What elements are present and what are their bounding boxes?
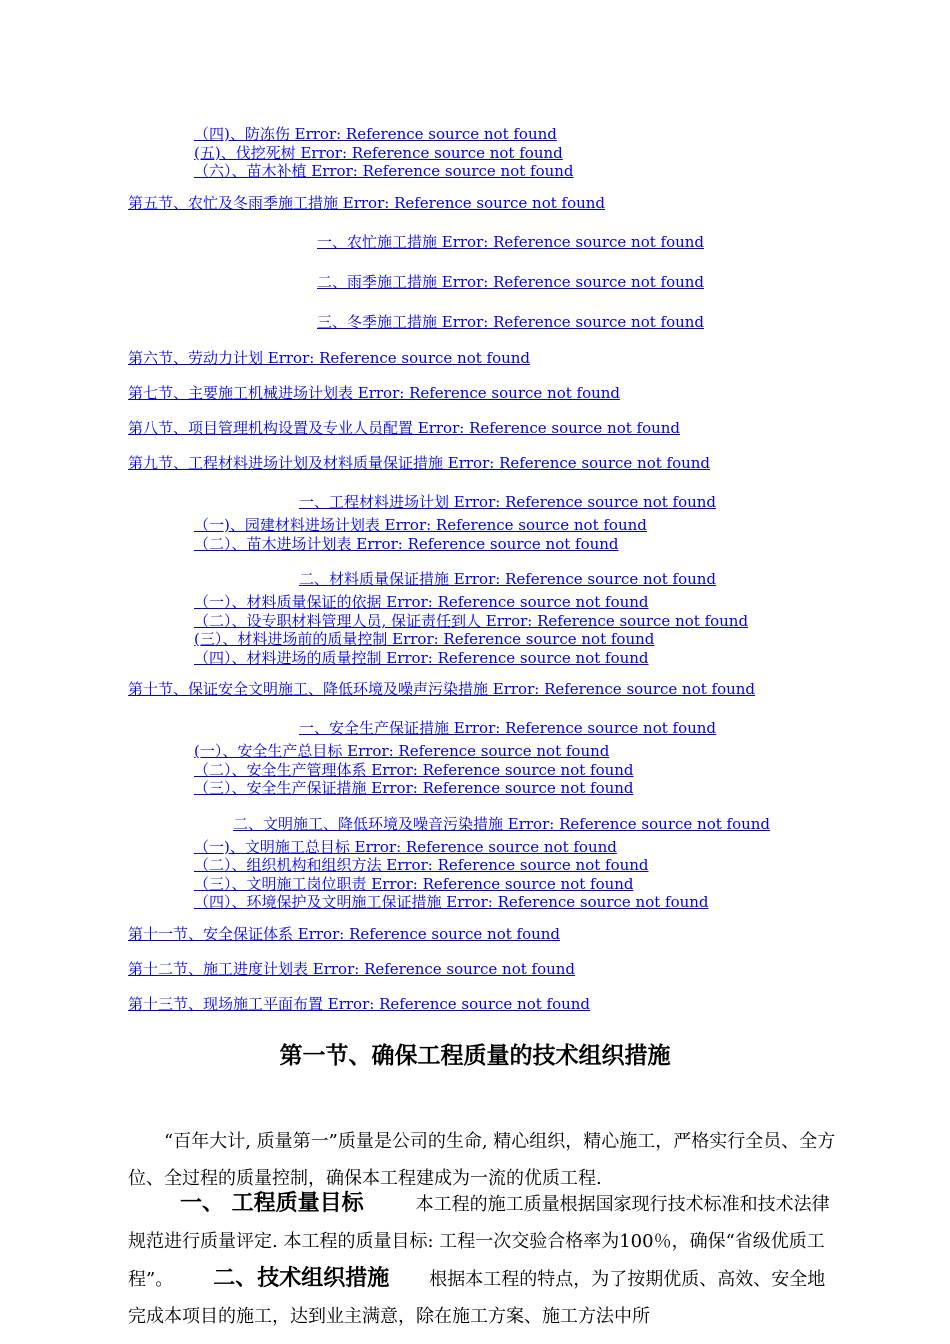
toc-item[interactable]: （四）、环境保护及文明施工保证措施 Error: Reference source not found [194,893,709,911]
toc-item[interactable]: 第七节、主要施工机械进场计划表 Error: Reference source not found [128,384,621,402]
subsection-title-tech-measures: 二、技术组织措施 [213,1266,390,1291]
toc-item[interactable]: （三）、安全生产保证措施 Error: Reference source not found [194,779,634,797]
toc-item[interactable]: （一)、文明施工总目标 Error: Reference source not found [194,838,617,856]
toc-item[interactable]: 第九节、工程材料进场计划及材料质量保证措施 Error: Reference source not found [128,454,711,472]
toc-item[interactable]: 第十节、保证安全文明施工、降低环境及噪声污染措施 Error: Reference source not found [128,680,756,698]
toc-item[interactable]: 三、冬季施工措施 Error: Reference source not found [317,313,705,331]
toc-item[interactable]: （四)、防冻伤 Error: Reference source not found [194,125,557,143]
toc-item[interactable]: 第十二节、施工进度计划表 Error: Reference source not found [128,960,576,978]
toc-item[interactable]: 第五节、农忙及冬雨季施工措施 Error: Reference source not found [128,194,606,212]
toc-item[interactable]: 二、材料质量保证措施 Error: Reference source not found [299,570,717,588]
quality-paragraph [128,1185,840,1335]
toc-item[interactable]: 第十一节、安全保证体系 Error: Reference source not found [128,925,561,943]
toc-item[interactable]: （三）、文明施工岗位职责 Error: Reference source not found [194,875,634,893]
toc-item[interactable]: （二）、安全生产管理体系 Error: Reference source not found [194,761,634,779]
quality-section [128,1185,840,1335]
toc-item[interactable]: （二）、设专职材料管理人员, 保证责任到人 Error: Reference source not found [194,612,749,630]
toc-item[interactable]: (五)、伐挖死树 Error: Reference source not found [194,144,563,162]
toc-item[interactable]: 第六节、劳动力计划 Error: Reference source not found [128,349,531,367]
toc-item[interactable]: (一）、安全生产总目标 Error: Reference source not found [194,742,610,760]
toc-item[interactable]: 一、安全生产保证措施 Error: Reference source not found [299,719,717,737]
intro-text: “百年大计, 质量第一”质量是公司的生命, 精心组织，精心施工，严格实行全员、全方位、全过程的质量控制，确保本工程建成为一流的优质工程. [128,1131,836,1189]
quality-target-text: 本工程的施工质量根据国家现行技术标准和技术法律规范进行质量评定. 本工程的质量目标: 工程一次交验合格率为100％，确保“省级优质工程”。 [128,1194,830,1290]
toc-item[interactable]: 第八节、项目管理机构设置及专业人员配置 Error: Reference source not found [128,419,681,437]
tech-measures-text: 根据本工程的特点，为了按期优质、高效、安全地完成本项目的施工，达到业主满意，除在施工方案、施工方法中所 [128,1269,826,1327]
toc-item[interactable]: （一)、园建材料进场计划表 Error: Reference source not found [194,516,647,534]
toc-item[interactable]: 二、文明施工、降低环境及噪音污染措施 Error: Reference source not found [233,815,771,833]
toc-item[interactable]: （六）、苗木补植 Error: Reference source not found [194,162,574,180]
subsection-title-quality-target: 一、 工程质量目标 [180,1191,364,1216]
section-heading: 第一节、确保工程质量的技术组织措施 [279,1043,671,1069]
toc-item[interactable]: (三）、材料进场前的质量控制 Error: Reference source not found [194,630,655,648]
toc-item[interactable]: （一）、材料质量保证的依据 Error: Reference source not found [194,593,649,611]
toc-item[interactable]: 一、农忙施工措施 Error: Reference source not found [317,233,705,251]
toc-item[interactable]: 一、工程材料进场计划 Error: Reference source not found [299,493,717,511]
toc-item[interactable]: （四）、材料进场的质量控制 Error: Reference source not found [194,649,649,667]
toc-item[interactable]: （二）、苗木进场计划表 Error: Reference source not found [194,535,619,553]
toc-item[interactable]: （二）、组织机构和组织方法 Error: Reference source not found [194,856,649,874]
toc-item[interactable]: 二、雨季施工措施 Error: Reference source not found [317,273,705,291]
toc-item[interactable]: 第十三节、现场施工平面布置 Error: Reference source not found [128,995,591,1013]
